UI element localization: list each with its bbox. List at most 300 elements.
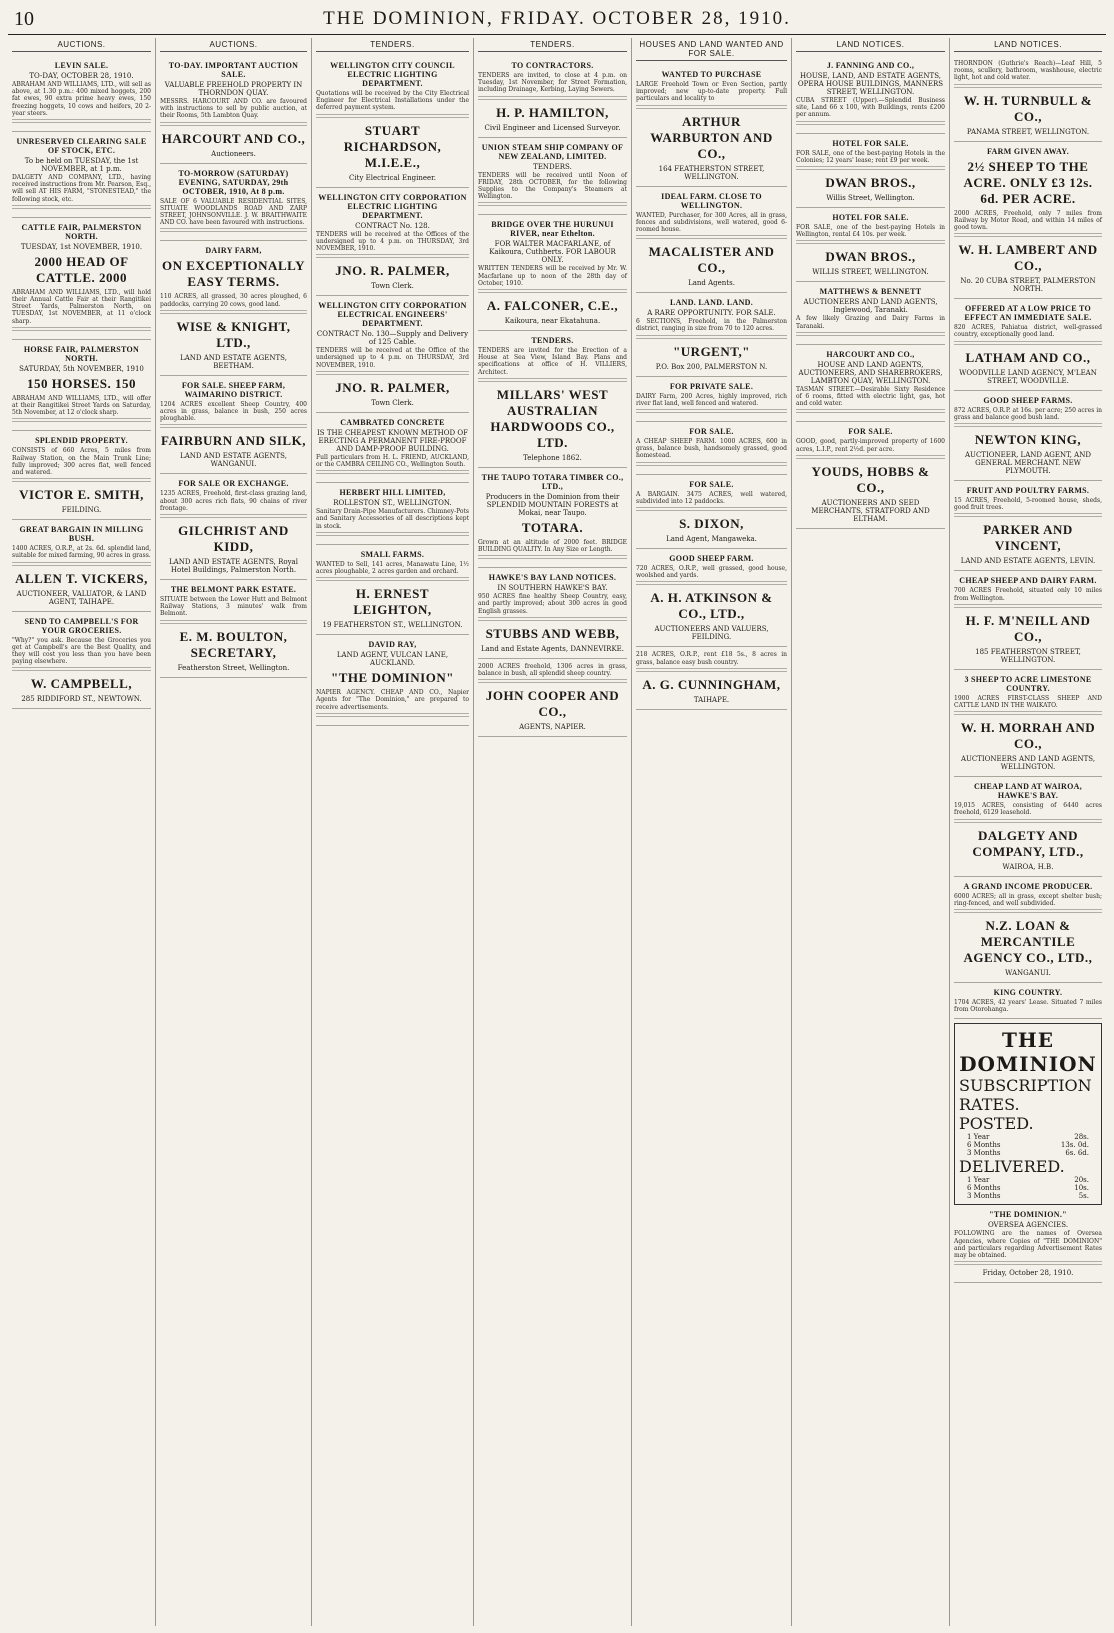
column-heading: HOUSES AND LAND WANTED AND FOR SALE. bbox=[636, 38, 787, 61]
advertisement bbox=[636, 293, 787, 376]
text-lines bbox=[954, 604, 1102, 610]
ad-title: A GRAND INCOME PRODUCER. bbox=[963, 881, 1093, 891]
text-lines bbox=[636, 462, 787, 468]
ad-title: HOTEL FOR SALE. bbox=[832, 138, 909, 148]
ad-agent: YOUDS, HOBBS & CO., bbox=[811, 463, 930, 495]
text-lines bbox=[954, 233, 1102, 239]
advertisement bbox=[954, 877, 1102, 983]
ad-title: KING COUNTRY. bbox=[993, 988, 1063, 998]
advertisement bbox=[478, 138, 627, 216]
advertisement bbox=[954, 391, 1102, 481]
advertisement bbox=[12, 132, 151, 218]
ad-agent: W. H. MORRAH AND CO., bbox=[960, 720, 1096, 752]
ad-agent-address: AUCTIONEER, VALUATOR, & LAND AGENT, TAIHAPE. bbox=[16, 589, 147, 606]
column-heading: TENDERS. bbox=[478, 38, 627, 52]
ad-body: ABRAHAM AND WILLIAMS, LTD., will sell as above, at 1.30 p.m.: 400 mixed hoggets, 200 fat ewes, 90 extra prime heavy ewes, 150 freezing hoggets, 10 cows and heifers, 20 2-year steers. bbox=[12, 81, 151, 117]
ad-title: SEND TO CAMPBELL'S FOR YOUR GROCERIES. bbox=[24, 616, 139, 635]
ad-body: 700 ACRES Freehold, situated only 10 miles from Wellington. bbox=[954, 587, 1102, 602]
ad-subtitle: AUCTIONEERS AND LAND AGENTS, Inglewood, Taranaki. bbox=[803, 298, 938, 315]
advertisement bbox=[12, 340, 151, 432]
rate-row bbox=[959, 1184, 1097, 1192]
ad-body: "Why?" you ask. Because the Groceries you get at Campbell's are the Best Quality, and they will cost you less than you have been paying elsewhere. bbox=[12, 636, 151, 666]
ad-body: Sanitary Drain-Pipe Manufacturers. Chimney-Pots and Sanitary Accessories of all descriptions kept in stock. bbox=[316, 508, 469, 530]
ad-agent: A. FALCONER, C.E., bbox=[486, 298, 619, 314]
page-title: THE DOMINION, FRIDAY. OCTOBER 28, 1910. bbox=[323, 8, 791, 29]
ad-title: 3 SHEEP TO ACRE LIMESTONE COUNTRY. bbox=[964, 674, 1092, 693]
advertisement bbox=[160, 241, 307, 375]
rate-period: 3 Months bbox=[967, 1149, 1001, 1158]
ad-title: DAIRY FARM, bbox=[205, 246, 262, 256]
ad-title: GREAT BARGAIN IN MILLING BUSH. bbox=[19, 525, 144, 544]
ad-agent: S. DIXON, bbox=[679, 516, 744, 532]
text-lines bbox=[636, 235, 787, 241]
text-lines bbox=[12, 205, 151, 211]
ad-agent-address: Land Agents. bbox=[688, 279, 735, 288]
ad-body: FOR SALE, one of the best-paying Hotels in Wellington, rental £4 10s. per week. bbox=[796, 224, 945, 239]
ad-title: HAWKE'S BAY LAND NOTICES. bbox=[488, 573, 617, 583]
ad-agent: HARCOURT AND CO., bbox=[161, 130, 306, 146]
ad-agent: ARTHUR WARBURTON AND CO., bbox=[650, 113, 773, 161]
ad-agent-address: 164 FEATHERSTON STREET, WELLINGTON. bbox=[658, 164, 765, 181]
text-lines bbox=[12, 562, 151, 568]
ad-body: 15 ACRES, Freehold, 5-roomed house, sheds, good fruit trees. bbox=[954, 497, 1102, 512]
ad-body: 872 ACRES, O.R.P. at 16s. per acre; 250 acres in grass and balance good bush land. bbox=[954, 406, 1102, 421]
ad-body: ABRAHAM AND WILLIAMS, LTD., will offer at their Rangitikei Street Yards on Saturday, 5th November, at 12 o'clock sharp. bbox=[12, 394, 151, 417]
ad-body: NAPIER AGENCY. CHEAP AND CO., Napier Agents for "The Dominion," are prepared to receive advertisements. bbox=[316, 689, 469, 711]
text-lines bbox=[954, 423, 1102, 429]
column-3 bbox=[312, 38, 474, 1626]
advertisement bbox=[160, 474, 307, 580]
ad-body: TENDERS will be received until Noon of FRIDAY, 28th OCTOBER, for the following Supplies to the Company's Steamers at Wellington. bbox=[478, 171, 627, 201]
ad-body: MESSRS. HARCOURT AND CO. are favoured with instructions to sell by public auction, at their Rooms, 5th Lambton Quay. bbox=[160, 98, 307, 120]
ad-body: CONSISTS of 660 Acres, 5 miles from Railway Station, on the Main Trunk Line; fully improved; 300 acres flat, well fenced and watered. bbox=[12, 447, 151, 477]
ad-agent-address: LAND AND ESTATE AGENTS, BEETHAM. bbox=[180, 353, 287, 370]
advertisement bbox=[636, 647, 787, 709]
ad-agent: MILLARS' WEST AUSTRALIAN HARDWOODS CO., LTD. bbox=[490, 386, 615, 450]
ad-body: 6 SECTIONS, Freehold, in the Palmerston district, ranging in size from 70 to 120 acres. bbox=[636, 318, 787, 333]
ad-title: SPLENDID PROPERTY. bbox=[35, 436, 128, 446]
ad-body: 19,015 ACRES, consisting of 6440 acres freehold, 6129 leasehold. bbox=[954, 802, 1102, 817]
ad-agent-address: Town Clerk. bbox=[371, 398, 414, 407]
ad-title: LAND. LAND. LAND. bbox=[669, 298, 754, 308]
ad-agent: ALLEN T. VICKERS, bbox=[15, 570, 148, 586]
ad-body: THORNDON (Guthrie's Reach)—Leaf Hill, 5 rooms, scullery, bathroom, washhouse, electric light, hot and cold water. bbox=[954, 60, 1102, 82]
ad-body: TENDERS are invited, to close at 4 p.m. on Tuesday, 1st November, for Street Formation, including Drainage, Kerbing, Laying Sewers. bbox=[478, 72, 627, 94]
ad-title: THE TAUPO TOTARA TIMBER CO., LTD., bbox=[481, 472, 624, 491]
ad-subtitle: HOUSE, LAND, AND ESTATE AGENTS, OPERA HOUSE BUILDINGS, MANNERS STREET, WELLINGTON. bbox=[797, 72, 944, 96]
ad-agent-address: Town Clerk. bbox=[371, 282, 414, 291]
ad-agent-address: City Electrical Engineer. bbox=[349, 173, 436, 182]
ad-agent-address: AUCTIONEER, LAND AGENT, AND GENERAL MERCHANT. NEW PLYMOUTH. bbox=[965, 451, 1091, 476]
ad-agent: W. CAMPBELL, bbox=[30, 676, 133, 692]
ad-body: TENDERS are invited for the Erection of a House at Sea View, Island Bay. Plans and specifications at office of H. VILLIERS, Architect. bbox=[478, 347, 627, 376]
ad-title: HORSE FAIR, PALMERSTON NORTH. bbox=[23, 344, 140, 363]
text-lines bbox=[478, 679, 627, 685]
text-lines bbox=[954, 84, 1102, 90]
ad-subtitle: SATURDAY, 5th NOVEMBER, 1910 bbox=[19, 364, 144, 373]
ad-body: Quotations will be received by the City Electrical Engineer for Electrical Installations under the deferred payment system. bbox=[316, 90, 469, 112]
ad-agent: DWAN BROS., bbox=[825, 249, 916, 265]
ad-subtitle: HOUSE AND LAND AGENTS, AUCTIONEERS, AND SHAREBROKERS, LAMBTON QUAY, WELLINGTON. bbox=[798, 360, 943, 385]
ad-title: TO-MORROW (SATURDAY) EVENING, SATURDAY, 29th OCTOBER, 1910, At 8 p.m. bbox=[178, 168, 289, 196]
ad-agent-address: WAIROA, H.B. bbox=[1002, 862, 1054, 871]
ad-body: 6000 ACRES; all in grass, except shelter bush; ring-fenced, and well subdivided. bbox=[954, 892, 1102, 907]
ad-body: Grown at an altitude of 2000 feet. BRIDGE BUILDING QUALITY. In Any Size or Length. bbox=[478, 538, 627, 554]
column-heading: AUCTIONS. bbox=[12, 38, 151, 52]
ad-title: FOR PRIVATE SALE. bbox=[669, 381, 754, 391]
advertisement bbox=[478, 468, 627, 568]
text-lines bbox=[796, 409, 945, 415]
advertisement bbox=[796, 134, 945, 208]
rate-price: 13s. 0d. bbox=[1060, 1141, 1089, 1150]
ad-agent-address: 285 RIDDIFORD ST., NEWTOWN. bbox=[21, 695, 142, 704]
text-lines bbox=[160, 228, 307, 234]
ad-subtitle: To be held on TUESDAY, the 1st NOVEMBER, at 1 p.m. bbox=[24, 157, 139, 174]
text-lines bbox=[636, 335, 787, 341]
ad-body: 1204 ACRES excellent Sheep Country, 400 acres in grass, balance in bush, 250 acres ploughable. bbox=[160, 400, 307, 423]
ad-title: UNION STEAM SHIP COMPANY OF NEW ZEALAND, LIMITED. bbox=[481, 142, 624, 161]
ad-body: A few likely Grazing and Dairy Farms in Taranaki. bbox=[796, 315, 945, 330]
ad-agent-address: 19 FEATHERSTON ST., WELLINGTON. bbox=[322, 621, 463, 630]
column-heading: AUCTIONS. bbox=[160, 38, 307, 52]
ad-agent-address: AUCTIONEERS AND VALUERS, FEILDING. bbox=[654, 625, 769, 642]
ad-headline: TOTARA. bbox=[521, 519, 584, 535]
text-lines bbox=[636, 409, 787, 415]
ad-agent: W. H. LAMBERT AND CO., bbox=[958, 242, 1098, 274]
advertisement bbox=[478, 331, 627, 468]
ad-title: FOR SALE OR EXCHANGE. bbox=[178, 479, 289, 489]
ad-subtitle: CONTRACT No. 130—Supply and Delivery of 125 Cable. bbox=[316, 330, 469, 347]
ad-subtitle: OVERSEA AGENCIES. bbox=[987, 1221, 1069, 1230]
ad-subtitle: LAND AGENT, VULCAN LANE, AUCKLAND. bbox=[336, 651, 449, 668]
ad-title: CHEAP LAND AT WAIROA, HAWKE'S BAY. bbox=[973, 782, 1083, 801]
delivered-label: DELIVERED. bbox=[959, 1157, 1065, 1177]
ad-title: FOR SALE. bbox=[689, 427, 734, 437]
advertisement bbox=[12, 431, 151, 520]
advertisement bbox=[954, 142, 1102, 300]
text-lines bbox=[954, 711, 1102, 717]
ad-agent: W. H. TURNBULL & CO., bbox=[963, 92, 1093, 124]
text-lines bbox=[316, 371, 469, 377]
ad-title: CHEAP SHEEP AND DAIRY FARM. bbox=[959, 576, 1097, 586]
ad-body: FOR SALE, one of the best-paying Hotels in the Colonies; 12 years' lease; rent £9 per week. bbox=[796, 149, 945, 164]
ad-body: 2000 ACRES freehold, 1306 acres in grass, balance in bush, all splendid sheep country. bbox=[478, 662, 627, 678]
advertisement bbox=[478, 568, 627, 659]
ad-subtitle: Producers in the Dominion from their SPLENDID MOUNTAIN FORESTS at Mokai, near Taupo. bbox=[485, 492, 620, 517]
masthead bbox=[8, 6, 1106, 35]
text-lines bbox=[478, 202, 627, 208]
advertisement bbox=[954, 481, 1102, 571]
ad-body: 218 ACRES, O.R.P., rent £18 5s., 8 acres in grass, balance easy bush country. bbox=[636, 651, 787, 666]
ad-title: BRIDGE OVER THE HURUNUI RIVER, near Ethelton. bbox=[491, 220, 614, 239]
columns bbox=[8, 38, 1106, 1626]
advertisement bbox=[478, 215, 627, 331]
ad-body: 1235 ACRES, Freehold, first-class grazing land, about 300 acres rich flats, 90 chains of river frontage. bbox=[160, 490, 307, 512]
text-lines bbox=[316, 577, 469, 583]
ad-body: 820 ACRES, Pahiatua district, well-grassed country, exceptionally good land. bbox=[954, 324, 1102, 339]
ad-title: IDEAL FARM. CLOSE TO WELLINGTON. bbox=[661, 191, 762, 210]
rate-price: 28s. bbox=[1074, 1133, 1089, 1142]
text-lines bbox=[12, 327, 151, 333]
text-lines bbox=[796, 166, 945, 172]
ad-body: ABRAHAM AND WILLIAMS, LTD., will hold their Annual Cattle Fair at their Rangitikei Street Yards, Palmerston North, on TUESDAY, 1st NOVEMBER, at 11 o'clock sharp. bbox=[12, 288, 151, 325]
ad-headline: 2000 HEAD OF CATTLE. 2000 bbox=[34, 253, 129, 285]
ad-agent-address: WOODVILLE LAND AGENCY, M'LEAN STREET, WOODVILLE. bbox=[959, 368, 1097, 385]
ad-agent: GILCHRIST AND KIDD, bbox=[178, 523, 289, 555]
ad-agent-address: 185 FEATHERSTON STREET, WELLINGTON. bbox=[975, 647, 1081, 664]
page-number: 10 bbox=[14, 8, 34, 30]
ad-agent-address: Land Agent, Mangaweka. bbox=[666, 535, 757, 544]
column-heading: LAND NOTICES. bbox=[796, 38, 945, 52]
ad-title: FOR SALE. SHEEP FARM, WAIMARINO DISTRICT. bbox=[181, 380, 286, 399]
text-lines bbox=[954, 909, 1102, 915]
advertisement bbox=[478, 56, 627, 138]
ad-agent-address: No. 20 CUBA STREET, PALMERSTON NORTH. bbox=[960, 277, 1096, 294]
ad-agent: STUART RICHARDSON, M.I.E.E., bbox=[343, 122, 442, 170]
ad-agent-address: WILLIS STREET, WELLINGTON. bbox=[812, 268, 929, 277]
text-lines bbox=[160, 620, 307, 626]
text-lines bbox=[796, 240, 945, 246]
ad-body: Full particulars from H. L. FRIEND, AUCKLAND, or the CAMBRA CEILING CO., Wellington South. bbox=[316, 453, 469, 469]
rate-row bbox=[959, 1141, 1097, 1149]
advertisement bbox=[316, 56, 469, 188]
text-lines bbox=[160, 310, 307, 316]
ad-headline: "THE DOMINION" bbox=[331, 670, 454, 686]
ad-body: SITUATE between the Lower Hutt and Belmont Railway Stations, 3 minutes' walk from Belmont. bbox=[160, 596, 307, 618]
ad-agent: A. G. CUNNINGHAM, bbox=[642, 676, 781, 692]
ad-agent-address: Willis Street, Wellington. bbox=[826, 194, 915, 203]
text-lines bbox=[636, 507, 787, 513]
column-6 bbox=[792, 38, 950, 1626]
ad-title: HOTEL FOR SALE. bbox=[832, 213, 909, 223]
advertisement bbox=[636, 549, 787, 647]
rate-period: 6 Months bbox=[967, 1141, 1001, 1150]
advertisement bbox=[636, 187, 787, 294]
subscription-box bbox=[954, 1023, 1102, 1205]
rate-period: 3 Months bbox=[967, 1192, 1001, 1201]
column-1 bbox=[8, 38, 156, 1626]
rate-row bbox=[959, 1192, 1097, 1200]
rate-price: 20s. bbox=[1074, 1176, 1089, 1185]
ad-body: WANTED, Purchaser, for 300 Acres, all in grass, fences and subdivisions, well watered, good 6-roomed house. bbox=[636, 211, 787, 234]
ad-body: CUBA STREET (Upper).—Splendid Business site, Land 66 x 100, with Buildings, rents £200 per annum. bbox=[796, 97, 945, 119]
ad-body: WRITTEN TENDERS will be received by Mr. W. Macfarlane up to noon of the 28th day of October, 1910. bbox=[478, 265, 627, 287]
ad-agent: A. H. ATKINSON & CO., LTD., bbox=[650, 590, 773, 622]
ad-body: DALGETY AND COMPANY, LTD., having received instructions from Mr. Pearson, Esq., will sell AT HIS FARM, "STONESTEAD," the following stock, etc. bbox=[12, 174, 151, 203]
ad-agent-address: LAND AND ESTATE AGENTS, LEVIN. bbox=[960, 557, 1096, 566]
ad-headline: 150 HORSES. 150 bbox=[27, 375, 136, 391]
advertisement bbox=[796, 208, 945, 282]
ad-agent-address: Telephone 1862. bbox=[523, 453, 582, 462]
advertisement bbox=[160, 580, 307, 678]
ad-title: FRUIT AND POULTRY FARMS. bbox=[966, 486, 1090, 496]
ad-title: "THE DOMINION." bbox=[989, 1210, 1067, 1220]
ad-agent-address: LAND AND ESTATE AGENTS, WANGANUI. bbox=[180, 452, 287, 469]
ad-headline: 2½ SHEEP TO THE ACRE. ONLY £3 12s. 6d. PER ACRE. bbox=[963, 158, 1093, 206]
ad-body: TENDERS will be received at the Offices of the undersigned up to 4 p.m. on THURSDAY, 3rd NOVEMBER, 1910. bbox=[316, 230, 469, 253]
advertisement bbox=[316, 635, 469, 726]
ad-body: LARGE Freehold Town or Even Section, partly improved; new up-to-date property. Full particulars and locality to bbox=[636, 81, 787, 103]
ad-body: 1400 ACRES, O.R.P., at 2s. 6d. splendid land, suitable for mixed farming, 90 acres in grass. bbox=[12, 545, 151, 560]
ad-body: SALE OF 6 VALUABLE RESIDENTIAL SITES, SITUATE WOODLANDS ROAD AND ZARP STREET, JOHNSONVILLE. J. W. BRAITHWAITE AND CO. have been favoured with instructions. bbox=[160, 197, 307, 227]
text-lines bbox=[316, 713, 469, 719]
ad-body: A CHEAP SHEEP FARM. 1000 ACRES, 600 in grass, balance bush, handsomely grassed, good homestead. bbox=[636, 438, 787, 460]
ad-title: TENDERS. bbox=[531, 336, 574, 346]
advertisement bbox=[160, 164, 307, 242]
rate-period: 6 Months bbox=[967, 1184, 1001, 1193]
text-lines bbox=[12, 478, 151, 484]
ad-title: UNRESERVED CLEARING SALE OF STOCK, ETC. bbox=[16, 137, 147, 156]
advertisement bbox=[316, 413, 469, 483]
ad-title: HARCOURT AND CO., bbox=[826, 349, 915, 359]
rate-row bbox=[959, 1149, 1097, 1157]
ad-body: TENDERS will be received at the Office of the undersigned up to 4 p.m. on THURSDAY, 3rd NOVEMBER, 1910. bbox=[316, 347, 469, 369]
ad-agent: DALGETY AND COMPANY, LTD., bbox=[972, 827, 1084, 859]
ad-subtitle: IS THE CHEAPEST KNOWN METHOD OF ERECTING A PERMANENT FIRE-PROOF AND DAMP-PROOF BUILDING. bbox=[317, 428, 468, 453]
rate-period: 1 Year bbox=[967, 1176, 990, 1185]
advertisement bbox=[796, 56, 945, 134]
ad-headline: ON EXCEPTIONALLY EASY TERMS. bbox=[162, 258, 305, 290]
rate-price: 5s. bbox=[1078, 1192, 1089, 1201]
ad-title: WELLINGTON CITY CORPORATION ELECTRICAL ENGINEERS' DEPARTMENT. bbox=[318, 301, 467, 329]
subscription-subtitle: SUBSCRIPTION RATES. bbox=[959, 1076, 1092, 1115]
advertisement bbox=[160, 376, 307, 475]
ad-agent: H. P. HAMILTON, bbox=[496, 104, 609, 120]
ad-title: WELLINGTON CITY COUNCIL ELECTRIC LIGHTING DEPARTMENT. bbox=[330, 61, 455, 88]
ad-title: TO CONTRACTORS. bbox=[511, 61, 594, 70]
rate-period: 1 Year bbox=[967, 1133, 990, 1142]
advertisement bbox=[636, 422, 787, 475]
text-lines bbox=[954, 819, 1102, 825]
ad-body: DAIRY Farm, 200 Acres, highly improved, rich river flat land, well fenced and watered. bbox=[636, 392, 787, 407]
advertisement bbox=[12, 56, 151, 132]
advertisement bbox=[12, 520, 151, 611]
ad-body: 1900 ACRES FIRST-CLASS SHEEP AND CATTLE LAND IN THE WAIKATO. bbox=[954, 694, 1102, 710]
ad-agent-address: Featherston Street, Wellington. bbox=[177, 663, 290, 672]
advertisement bbox=[954, 56, 1102, 142]
text-lines bbox=[478, 378, 627, 384]
ad-subtitle: VALUABLE FREEHOLD PROPERTY IN THORNDON QUAY. bbox=[164, 81, 303, 97]
text-lines bbox=[796, 332, 945, 338]
ad-title: J. FANNING AND CO., bbox=[826, 61, 915, 70]
ad-subtitle: FOR WALTER MACFARLANE, of Kaikoura, Cuthberts. FOR LABOUR ONLY. bbox=[489, 240, 616, 265]
ad-agent: H. F. M'NEILL AND CO., bbox=[965, 612, 1091, 644]
ad-subtitle: TUESDAY, 1st NOVEMBER, 1910. bbox=[20, 242, 143, 251]
ad-body: WANTED to Sell, 141 acres, Manawatu Line, 1½ acres ploughable, 2 acres garden and orchard. bbox=[316, 560, 469, 576]
text-lines bbox=[796, 455, 945, 461]
column-heading: TENDERS. bbox=[316, 38, 469, 52]
ad-subtitle: TENDERS. bbox=[533, 162, 572, 171]
text-lines bbox=[160, 122, 307, 128]
ad-agent: LATHAM AND CO., bbox=[965, 349, 1091, 365]
ad-title: GOOD SHEEP FARMS. bbox=[983, 395, 1073, 405]
text-lines bbox=[12, 667, 151, 673]
ad-agent: N.Z. LOAN & MERCANTILE AGENCY CO., LTD., bbox=[963, 918, 1093, 966]
column-2 bbox=[156, 38, 312, 1626]
ad-body: 720 ACRES, O.R.P., well grassed, good house, woolshed and yards. bbox=[636, 565, 787, 580]
advertisement bbox=[796, 422, 945, 528]
ad-body: 2000 ACRES, Freehold, only 7 miles from Railway by Motor Road, and within 14 miles of good town. bbox=[954, 209, 1102, 232]
ad-agent-address: TAIHAPE. bbox=[693, 695, 730, 704]
ad-body: GOOD, good, partly-improved property of 1600 acres, L.I.P., rent 2½d. per acre. bbox=[796, 438, 945, 453]
ad-agent: "URGENT," bbox=[673, 343, 750, 359]
ad-title: FOR SALE. bbox=[689, 479, 734, 489]
advertisement bbox=[478, 659, 627, 737]
ad-agent-address: Auctioneers. bbox=[211, 149, 256, 158]
ad-agent-address: AGENTS, NAPIER. bbox=[519, 723, 586, 732]
ad-agent-address: PANAMA STREET, WELLINGTON. bbox=[966, 127, 1090, 136]
ad-agent: JOHN COOPER AND CO., bbox=[485, 688, 620, 720]
text-lines bbox=[12, 119, 151, 125]
advertisement bbox=[316, 545, 469, 635]
advertisement bbox=[796, 345, 945, 423]
text-lines bbox=[478, 96, 627, 102]
ad-agent: DWAN BROS., bbox=[825, 175, 916, 191]
ad-subtitle: A RARE OPPORTUNITY. FOR SALE. bbox=[647, 309, 776, 318]
advertisement bbox=[316, 188, 469, 297]
posted-rates bbox=[959, 1133, 1097, 1157]
ad-body: TASMAN STREET.—Desirable Sixty Residence of 6 rooms, fitted with electric light, gas, hot and cold water. bbox=[796, 385, 945, 408]
ad-title: CAMBRATED CONCRETE bbox=[340, 417, 445, 427]
ad-subtitle: ROLLESTON ST., WELLINGTON. bbox=[333, 499, 452, 508]
column-7 bbox=[950, 38, 1106, 1626]
advertisement bbox=[316, 483, 469, 545]
ad-title: WELLINGTON CITY CORPORATION ELECTRIC LIGHTING DEPARTMENT. bbox=[318, 192, 467, 220]
text-lines bbox=[478, 555, 627, 561]
ad-agent: JNO. R. PALMER, bbox=[335, 379, 450, 395]
ad-agent: NEWTON KING, bbox=[974, 432, 1082, 448]
footer-date: Friday, October 28, 1910. bbox=[982, 1269, 1074, 1278]
rate-row bbox=[959, 1133, 1097, 1141]
ad-agent-address: Civil Engineer and Licensed Surveyor. bbox=[484, 123, 621, 132]
ad-agent-address: Kaikoura, near Ekatahuna. bbox=[504, 317, 601, 326]
advertisement bbox=[12, 612, 151, 710]
text-lines bbox=[160, 514, 307, 520]
ad-agent: H. ERNEST LEIGHTON, bbox=[353, 586, 432, 618]
ad-subtitle: CONTRACT No. 128. bbox=[355, 221, 430, 230]
ad-agent: STUBBS AND WEBB, bbox=[485, 625, 620, 641]
text-lines bbox=[796, 121, 945, 127]
column-heading: LAND NOTICES. bbox=[954, 38, 1102, 52]
column-4 bbox=[474, 38, 632, 1626]
advertisement bbox=[954, 777, 1102, 876]
ad-subtitle: IN SOUTHERN HAWKE'S BAY. bbox=[497, 584, 608, 593]
text-lines bbox=[478, 289, 627, 295]
ad-agent: JNO. R. PALMER, bbox=[335, 263, 450, 279]
ad-agent-address: AUCTIONEERS AND SEED MERCHANTS, STRATFORD AND ELTHAM. bbox=[811, 498, 930, 523]
advertisement bbox=[636, 65, 787, 187]
ad-agent-address: P.O. Box 200, PALMERSTON N. bbox=[655, 362, 768, 371]
posted-label: POSTED. bbox=[959, 1114, 1034, 1134]
ad-title: DAVID RAY, bbox=[368, 640, 417, 650]
ad-title: LEVIN SALE. bbox=[54, 61, 109, 70]
advertisement bbox=[12, 218, 151, 340]
ad-title: CATTLE FAIR, PALMERSTON NORTH. bbox=[21, 222, 142, 241]
rate-price: 6s. 6d. bbox=[1065, 1149, 1089, 1158]
ad-agent: WISE & KNIGHT, LTD., bbox=[176, 318, 291, 350]
subscription-title: THE DOMINION bbox=[959, 1028, 1097, 1077]
ad-title: WANTED TO PURCHASE bbox=[661, 70, 762, 79]
text-lines bbox=[636, 105, 787, 111]
ad-agent: PARKER AND VINCENT, bbox=[983, 522, 1073, 554]
ad-title: FARM GIVEN AWAY. bbox=[986, 146, 1070, 156]
ad-title: THE BELMONT PARK ESTATE. bbox=[170, 585, 297, 595]
ad-agent-address: AUCTIONEERS AND LAND AGENTS, WELLINGTON. bbox=[960, 755, 1096, 772]
ad-agent: VICTOR E. SMITH, bbox=[19, 487, 144, 503]
ad-agent: FAIRBURN AND SILK, bbox=[161, 433, 306, 449]
text-lines bbox=[316, 532, 469, 538]
ad-agent-address: WANGANUI. bbox=[1005, 969, 1051, 978]
